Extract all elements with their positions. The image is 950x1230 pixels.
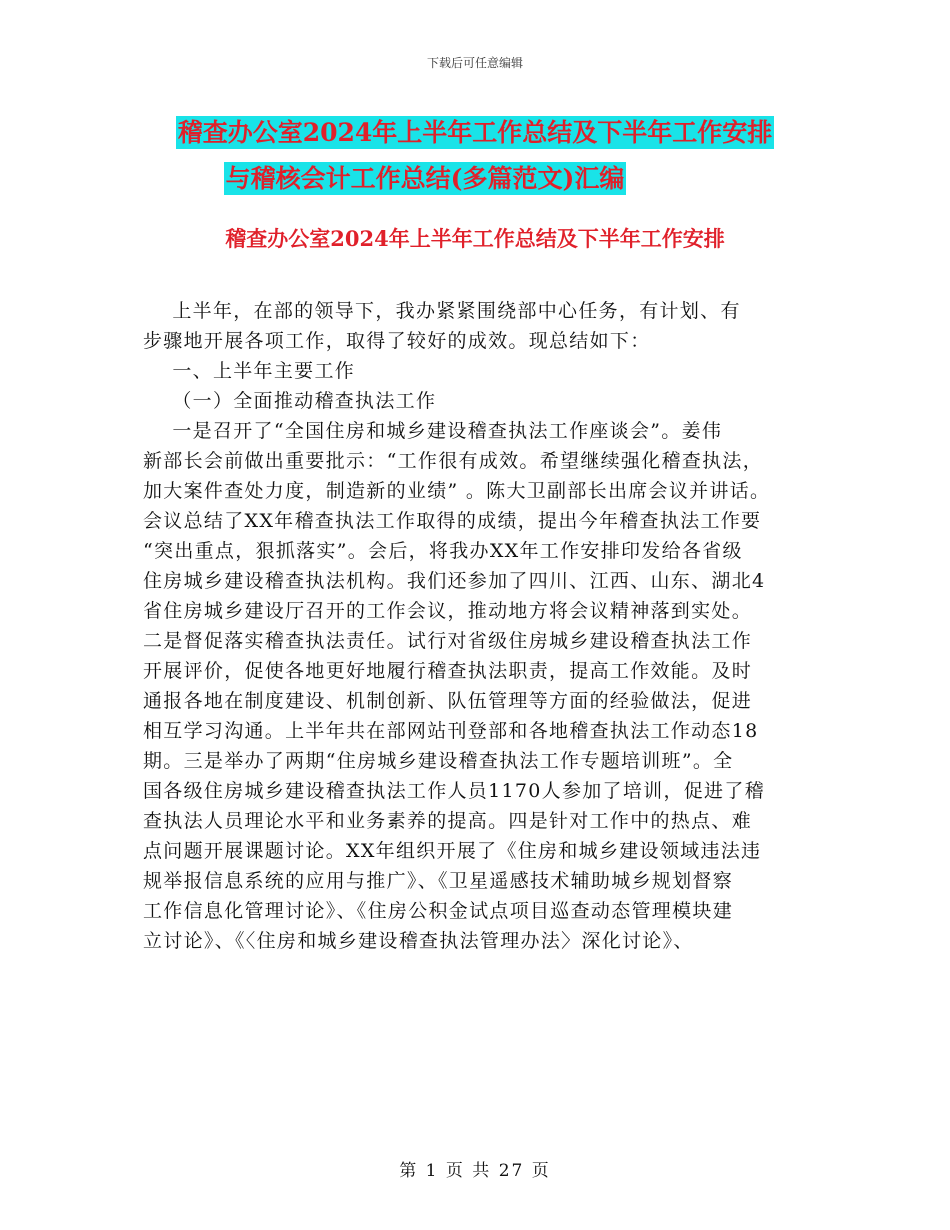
body-text [143, 296, 823, 956]
body-line: 上半年，在部的领导下，我办紧紧围绕部中心任务，有计划、有 [143, 300, 741, 322]
body-line: 点问题开展课题讨论。XX年组织开展了《住房和城乡建设领域违法违 [143, 840, 762, 862]
body-line: 国各级住房城乡建设稽查执法工作人员1170人参加了培训，促进了稽 [143, 780, 765, 802]
body-line: 规举报信息系统的应用与推广》、《卫星遥感技术辅助城乡规划督察 [143, 870, 734, 892]
body-line: 立讨论》、《〈住房和城乡建设稽查执法管理办法〉深化讨论》、 [143, 930, 694, 952]
body-line: 开展评价，促使各地更好地履行稽查执法职责，提高工作效能。及时 [143, 660, 753, 682]
body-line: 省住房城乡建设厅召开的工作会议，推动地方将会议精神落到实处。 [143, 600, 753, 622]
body-line: 查执法人员理论水平和业务素养的提高。四是针对工作中的热点、难 [143, 810, 753, 832]
body-line: 相互学习沟通。上半年共在部网站刊登部和各地稽查执法工作动态18 [143, 720, 759, 742]
body-line: 新部长会前做出重要批示：“工作很有成效。希望继续强化稽查执法， [143, 450, 764, 472]
body-line: 二是督促落实稽查执法责任。试行对省级住房城乡建设稽查执法工作 [143, 630, 753, 652]
body-line: 期。三是举办了两期“住房城乡建设稽查执法工作专题培训班”。全 [143, 750, 734, 772]
body-line: 住房城乡建设稽查执法机构。我们还参加了四川、江西、山东、湖北4 [143, 570, 766, 592]
body-line: 一、上半年主要工作 [143, 360, 356, 382]
body-line: 加大案件查处力度，制造新的业绩” 。陈大卫副部长出席会议并讲话。 [143, 480, 771, 502]
body-line: 通报各地在制度建设、机制创新、队伍管理等方面的经验做法，促进 [143, 690, 753, 712]
body-line: 一是召开了“全国住房和城乡建设稽查执法工作座谈会”。姜伟 [143, 420, 723, 442]
section-title: 稽查办公室2024年上半年工作总结及下半年工作安排 [225, 226, 725, 251]
header-note: 下载后可任意编辑 [426, 56, 523, 70]
body-line: 会议总结了XX年稽查执法工作取得的成绩，提出今年稽查执法工作要 [143, 510, 762, 532]
main-title-line1 [30, 113, 920, 149]
main-title-line2-text: 与稽核会计工作总结(多篇范文)汇编 [225, 164, 625, 193]
body-line: 工作信息化管理讨论》、《住房公积金试点项目巡查动态管理模块建 [143, 900, 734, 922]
main-title-line1-text: 稽查办公室2024年上半年工作总结及下半年工作安排 [177, 118, 773, 147]
body-line: “突出重点，狠抓落实”。会后，将我办XX年工作安排印发给各省级 [143, 540, 743, 562]
body-line: 步骤地开展各项工作，取得了较好的成效。现总结如下： [143, 330, 651, 352]
page-footer: 第 1 页 共 27 页 [399, 1161, 551, 1181]
body-line: （一）全面推动稽查执法工作 [143, 390, 437, 412]
main-title-line2 [0, 159, 870, 195]
